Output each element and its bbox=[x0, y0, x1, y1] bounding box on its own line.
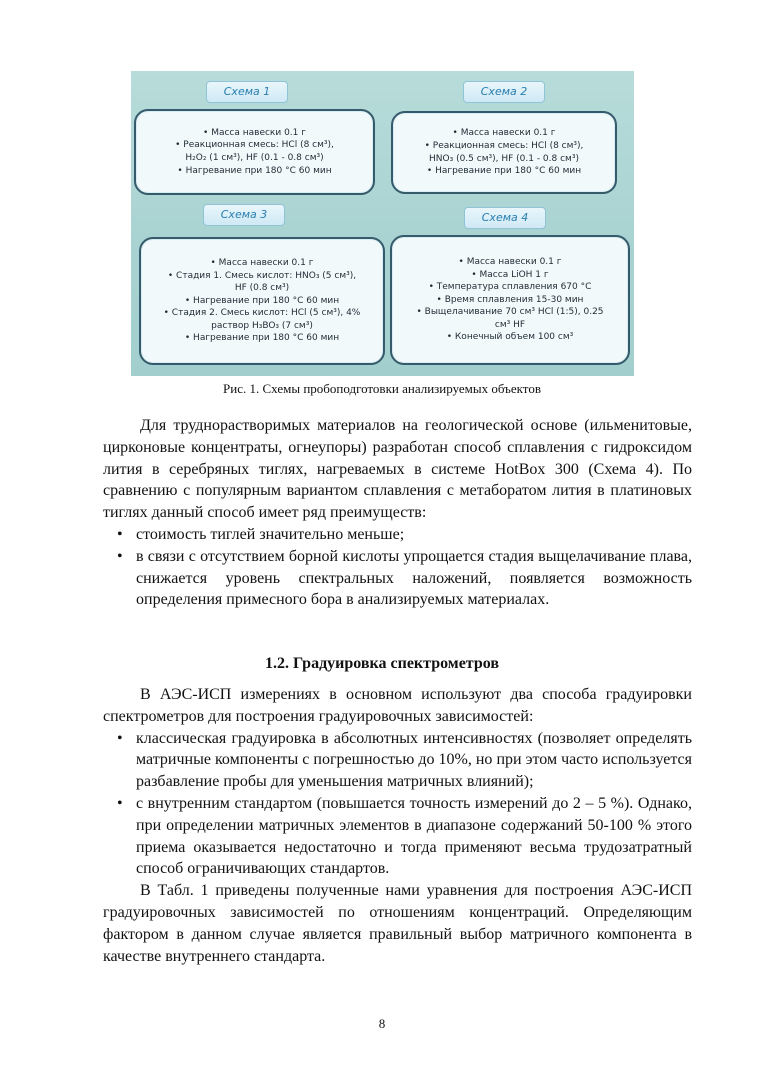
list-item-text: классическая градуировка в абсолютных интенсивностях (позволяет определять матричные компоненты с погрешностью до 10%, но при этом часто используется разбавление пробы для уменьшения матричных влияний); bbox=[136, 729, 692, 791]
scheme-3-item: • Нагревание при 180 °С 60 мин bbox=[164, 295, 361, 308]
scheme-2-item: HNO₃ (0.5 см³), HF (0.1 - 0.8 см³) bbox=[429, 153, 579, 164]
scheme-1-title: Схема 1 bbox=[206, 81, 288, 103]
scheme-4-item: • Температура сплавления 670 °С bbox=[416, 281, 603, 294]
list-item-text: с внутренним стандартом (повышается точность измерений до 2 – 5 %). Однако, при определении матричных элементов в диапазоне содержаний 50-100 % этого приема оказывается недостаточно и тогда применяют весьма трудозатратный способ ограничивающих стандартов. bbox=[136, 794, 692, 878]
scheme-1-item: • Нагревание при 180 °С 60 мин bbox=[175, 165, 334, 178]
scheme-1-item: • Масса навески 0.1 г bbox=[175, 127, 334, 140]
bullet-icon: • bbox=[117, 794, 123, 812]
scheme-4-item: • Выщелачивание 70 см³ HCl (1:5), 0.25 bbox=[416, 306, 603, 319]
scheme-4-item: см³ HF bbox=[494, 319, 526, 330]
scheme-4-box bbox=[390, 235, 630, 365]
scheme-4-item: • Масса навески 0.1 г bbox=[416, 256, 603, 269]
scheme-3-title: Схема 3 bbox=[203, 204, 285, 226]
scheme-4-item: • Масса LiOH 1 г bbox=[416, 269, 603, 282]
scheme-1-box bbox=[134, 109, 375, 195]
scheme-2-item: • Нагревание при 180 °С 60 мин bbox=[425, 165, 584, 178]
scheme-2-item: • Реакционная смесь: HCl (8 см³), bbox=[425, 140, 584, 153]
scheme-2-box bbox=[391, 111, 617, 194]
list-item bbox=[103, 793, 692, 880]
bullet-icon: • bbox=[117, 547, 123, 565]
bullet-icon: • bbox=[117, 729, 123, 747]
list-item-text: стоимость тиглей значительно меньше; bbox=[136, 525, 405, 543]
scheme-1-item: • Реакционная смесь: HCl (8 см³), bbox=[175, 139, 334, 152]
scheme-1-item: H₂O₂ (1 см³), HF (0.1 - 0.8 см³) bbox=[185, 153, 324, 163]
list-item-text: в связи с отсутствием борной кислоты упрощается стадия выщелачивание плава, снижается уровень спектральных наложений, появляется возможность определения примесного бора в анализируемых материалах. bbox=[136, 547, 692, 609]
calibration-methods-list bbox=[103, 728, 692, 881]
scheme-4-title: Схема 4 bbox=[464, 207, 546, 229]
scheme-3-item: • Нагревание при 180 °С 60 мин bbox=[164, 332, 361, 345]
body-paragraph: В Табл. 1 приведены полученные нами уравнения для построения АЭС-ИСП градуировочных зависимостей по отношениям концентраций. Определяющим фактором в данном случае является правильный выбор матричного компонента в качестве внутреннего стандарта. bbox=[103, 882, 692, 965]
body-paragraph: В АЭС-ИСП измерениях в основном используют два способа градуировки спектрометров для построения градуировочных зависимостей: bbox=[103, 686, 692, 725]
list-item bbox=[103, 524, 692, 546]
scheme-2-title: Схема 2 bbox=[463, 81, 545, 103]
scheme-3-item: • Масса навески 0.1 г bbox=[164, 257, 361, 270]
scheme-3-item: HF (0.8 см³) bbox=[234, 283, 290, 294]
page-number: 8 bbox=[378, 1016, 386, 1031]
sample-prep-schemes-figure bbox=[131, 71, 634, 376]
list-item bbox=[103, 546, 692, 611]
section-heading: 1.2. Градуировка спектрометров bbox=[265, 655, 499, 672]
bullet-icon: • bbox=[117, 525, 123, 543]
body-paragraph: Для труднорастворимых материалов на геологической основе (ильменитовые, цирконовые концентраты, огнеупоры) разработан способ сплавления с гидроксидом лития в серебряных тиглях, нагреваемых в системе HotBox 300 (Схема 4). По сравнению с популярным вариантом сплавления с метаборатом лития в платиновых тиглях данный способ имеет ряд преимуществ: bbox=[103, 417, 692, 522]
figure-caption: Рис. 1. Схемы пробоподготовки анализируемых объектов bbox=[223, 381, 541, 396]
scheme-4-item: • Время сплавления 15-30 мин bbox=[416, 294, 603, 307]
list-item bbox=[103, 728, 692, 793]
scheme-3-item: • Стадия 2. Смесь кислот: HCl (5 см³), 4% bbox=[164, 307, 361, 320]
scheme-2-item: • Масса навески 0.1 г bbox=[425, 127, 584, 140]
scheme-3-box bbox=[139, 237, 385, 365]
scheme-3-item: раствор H₃BO₃ (7 см³) bbox=[211, 320, 313, 331]
section-1-text bbox=[103, 415, 692, 611]
section-2-text bbox=[103, 684, 692, 967]
scheme-4-item: • Конечный объем 100 см³ bbox=[416, 331, 603, 344]
scheme-3-item: • Стадия 1. Смесь кислот: HNO₃ (5 см³), bbox=[164, 270, 361, 283]
advantages-list bbox=[103, 524, 692, 611]
